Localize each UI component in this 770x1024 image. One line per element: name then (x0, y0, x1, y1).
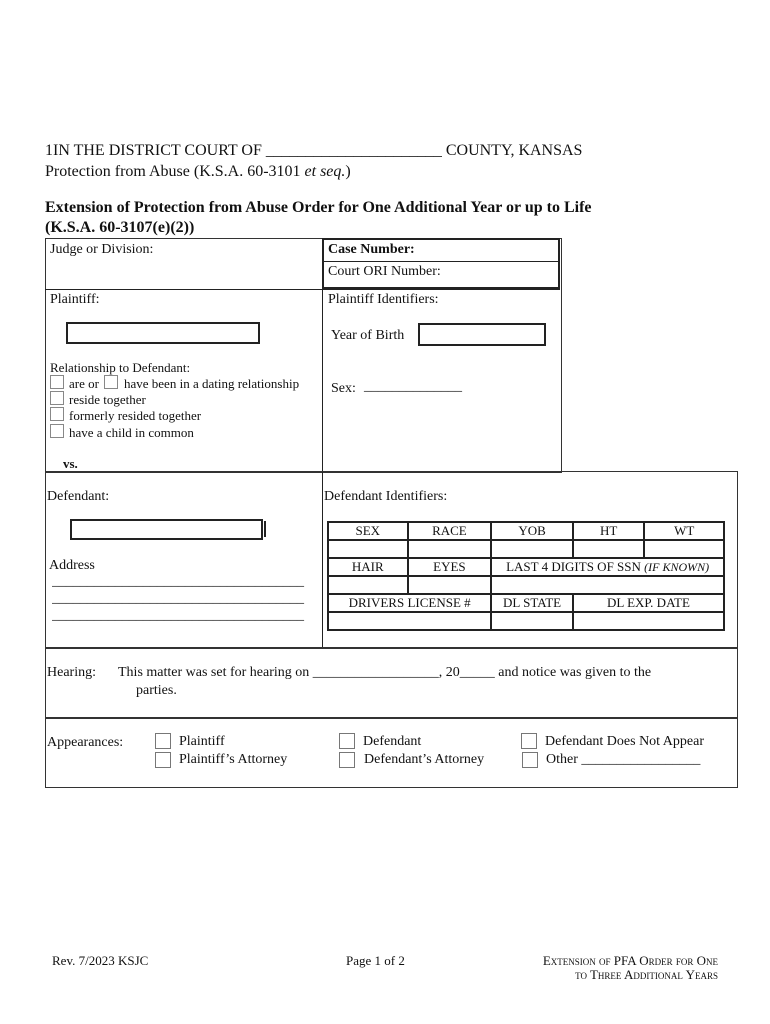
hearing-label: Hearing: (47, 665, 96, 680)
versus-label: vs. (63, 456, 78, 471)
revision-label: Rev. 7/2023 KSJC (52, 953, 149, 968)
court-ori-label[interactable]: Court ORI Number: (328, 264, 441, 279)
hair-header: HAIR (328, 558, 408, 576)
eyes-cell[interactable] (408, 576, 492, 594)
ssn-if-known: (IF KNOWN) (644, 560, 710, 574)
defendant-label: Defendant: (47, 489, 110, 504)
other-appearance-label[interactable]: Other _________________ (546, 752, 701, 767)
plaintiff-identifiers-label: Plaintiff Identifiers: (328, 292, 439, 307)
statute-prefix: Protection from Abuse (K.S.A. 60-3101 (45, 163, 305, 180)
sex-cell[interactable] (328, 540, 408, 558)
plaintiff-attorney-label: Plaintiff’s Attorney (179, 752, 288, 767)
wt-cell[interactable] (644, 540, 724, 558)
reside-together-label: reside together (69, 392, 146, 407)
are-or-checkbox[interactable] (50, 375, 64, 389)
caption-row-divider (45, 289, 560, 290)
statute-reference (45, 163, 351, 181)
hearing-text-line1[interactable]: This matter was set for hearing on __________________, 20_____ and notice was given to the (118, 665, 652, 680)
footer-form-title-line2: to Three Additional Years (575, 967, 718, 982)
court-heading: 1IN THE DISTRICT COURT OF ______________________ COUNTY, KANSAS (45, 142, 583, 159)
judge-label: Judge or Division: (50, 242, 154, 257)
field-cursor (264, 521, 266, 537)
ssn-header (491, 558, 724, 576)
reside-together-checkbox[interactable] (50, 391, 64, 405)
ht-header: HT (573, 522, 645, 540)
yob-header: YOB (491, 522, 573, 540)
sex-field[interactable]: ______________ (364, 379, 462, 394)
defendant-identifiers-label: Defendant Identifiers: (324, 489, 448, 504)
defendant-not-appear-label: Defendant Does Not Appear (545, 734, 705, 749)
statute-italic: et seq. (304, 163, 346, 180)
race-header: RACE (408, 522, 492, 540)
address-line-2[interactable]: ____________________________________ (52, 591, 304, 606)
case-number-label[interactable]: Case Number: (328, 242, 415, 257)
footer-form-title-line1: Extension of PFA Order for One (542, 953, 718, 968)
defendant-name-field[interactable] (70, 519, 263, 540)
form-title-line1: Extension of Protection from Abuse Order for One Additional Year or up to Life (45, 199, 592, 216)
dl-state-cell[interactable] (491, 612, 573, 630)
sex-header: SEX (328, 522, 408, 540)
eyes-header: EYES (408, 558, 492, 576)
race-cell[interactable] (408, 540, 492, 558)
yob-cell[interactable] (491, 540, 573, 558)
statute-suffix: ) (345, 163, 351, 180)
defendant-appearance-label: Defendant (363, 734, 422, 749)
sex-label: Sex: (331, 381, 356, 396)
child-in-common-checkbox[interactable] (50, 424, 64, 438)
drivers-license-header: DRIVERS LICENSE # (328, 594, 491, 612)
wt-header: WT (644, 522, 724, 540)
plaintiff-attorney-checkbox[interactable] (155, 752, 171, 768)
hair-cell[interactable] (328, 576, 408, 594)
plaintiff-appearance-label: Plaintiff (179, 734, 225, 749)
year-of-birth-label: Year of Birth (331, 328, 405, 343)
defendant-appearance-checkbox[interactable] (339, 733, 355, 749)
are-or-label: are or (69, 376, 99, 391)
ssn-label: LAST 4 DIGITS OF SSN (506, 559, 645, 574)
address-label: Address (49, 558, 95, 573)
ssn-cell[interactable] (491, 576, 724, 594)
dating-relationship-checkbox[interactable] (104, 375, 118, 389)
address-line-1[interactable]: ____________________________________ (52, 574, 304, 589)
form-title-line2: (K.S.A. 60-3107(e)(2)) (45, 219, 195, 236)
ht-cell[interactable] (573, 540, 645, 558)
plaintiff-appearance-checkbox[interactable] (155, 733, 171, 749)
drivers-license-cell[interactable] (328, 612, 491, 630)
hearing-text-line2: parties. (136, 683, 177, 698)
page-number: Page 1 of 2 (346, 953, 405, 968)
relationship-label: Relationship to Defendant: (50, 360, 191, 375)
defendant-attorney-label: Defendant’s Attorney (364, 752, 485, 767)
plaintiff-label: Plaintiff: (50, 292, 100, 307)
formerly-resided-label: formerly resided together (69, 408, 202, 423)
defendant-identifiers-table (327, 521, 725, 631)
formerly-resided-checkbox[interactable] (50, 407, 64, 421)
address-line-3[interactable]: ____________________________________ (52, 608, 304, 623)
dl-exp-date-cell[interactable] (573, 612, 724, 630)
appearances-label: Appearances: (47, 735, 124, 750)
defendant-not-appear-checkbox[interactable] (521, 733, 537, 749)
address-lines[interactable] (52, 573, 320, 624)
child-in-common-label: have a child in common (69, 425, 194, 440)
case-number-divider (322, 261, 560, 262)
other-appearance-checkbox[interactable] (522, 752, 538, 768)
dl-exp-date-header: DL EXP. DATE (573, 594, 724, 612)
year-of-birth-field[interactable] (418, 323, 546, 346)
dating-relationship-label: have been in a dating relationship (124, 376, 300, 391)
plaintiff-name-field[interactable] (66, 322, 260, 344)
defendant-attorney-checkbox[interactable] (339, 752, 355, 768)
dl-state-header: DL STATE (491, 594, 573, 612)
